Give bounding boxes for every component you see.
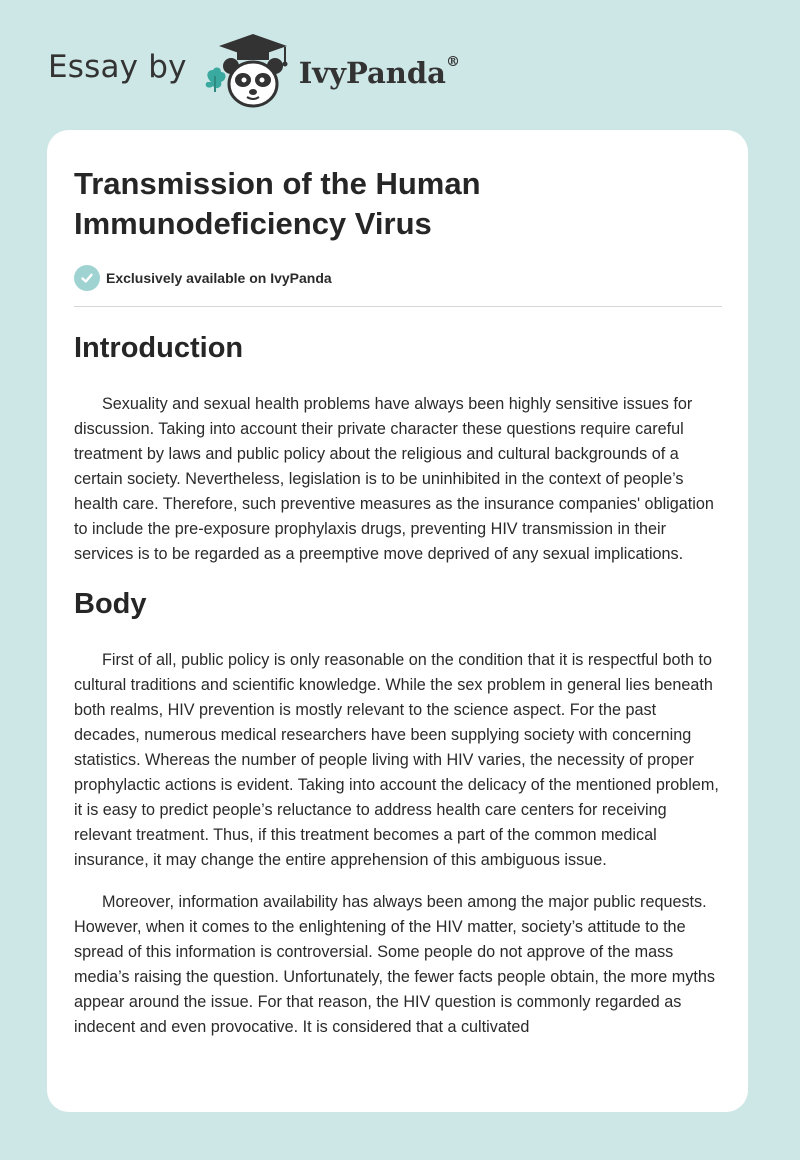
essay-card	[47, 130, 748, 1112]
brand-header	[48, 30, 460, 110]
ivypanda-logo-icon	[201, 30, 297, 110]
section-heading-introduction: Introduction	[74, 332, 244, 364]
divider	[74, 306, 722, 307]
section-heading-body: Body	[74, 588, 147, 620]
intro-paragraph: Sexuality and sexual health problems have always been highly sensitive issues for discussion. Taking into account their private character these questions require careful treatment by laws and public policy about the religious and cultural backgrounds of a certain society. Nevertheless, legislation is to be uninhibited in the context of people’s health care. Therefore, such preventive measures as the insurance companies' obligation to include the pre-exposure prophylaxis drugs, preventing HIV transmission in their services is to be regarded as a preemptive move deprived of any sexual implications.	[74, 395, 714, 563]
brand-name-text: IvyPanda	[298, 56, 446, 90]
essay-title: Transmission of the Human Immunodeficiency Virus	[74, 166, 481, 241]
checkmark-icon	[74, 265, 100, 291]
body-paragraph-2: Moreover, information availability has always been among the major public requests. However, when it comes to the enlightening of the HIV matter, society’s attitude to the spread of this information is controversial. Some people do not approve of the mass media’s raising the question. Unfortunately, the fewer facts people obtain, the more myths appear around the issue. For that reason, the HIV question is commonly regarded as indecent and even provocative. It is considered that a cultivated	[74, 893, 715, 1036]
brand-name	[299, 56, 460, 90]
body-paragraph-1: First of all, public policy is only reasonable on the condition that it is respectful both to cultural traditions and scientific knowledge. While the sex problem in general lies beneath both realms, HIV prevention is mostly relevant to the science aspect. For the past decades, numerous medical researchers have been supplying society with concerning statistics. Whereas the number of people living with HIV varies, the necessity of proper prophylactic actions is evident. Taking into account the delicacy of the mentioned problem, it is easy to predict people’s reluctance to address health care centers for receiving relevant treatment. Thus, if this treatment becomes a part of the common medical insurance, it may change the entire apprehension of this ambiguous issue.	[74, 651, 719, 869]
brand-prefix: Essay by	[48, 49, 187, 85]
exclusive-label: Exclusively available on IvyPanda	[106, 270, 332, 286]
registered-mark: ®	[445, 54, 460, 70]
exclusive-badge	[74, 264, 722, 292]
